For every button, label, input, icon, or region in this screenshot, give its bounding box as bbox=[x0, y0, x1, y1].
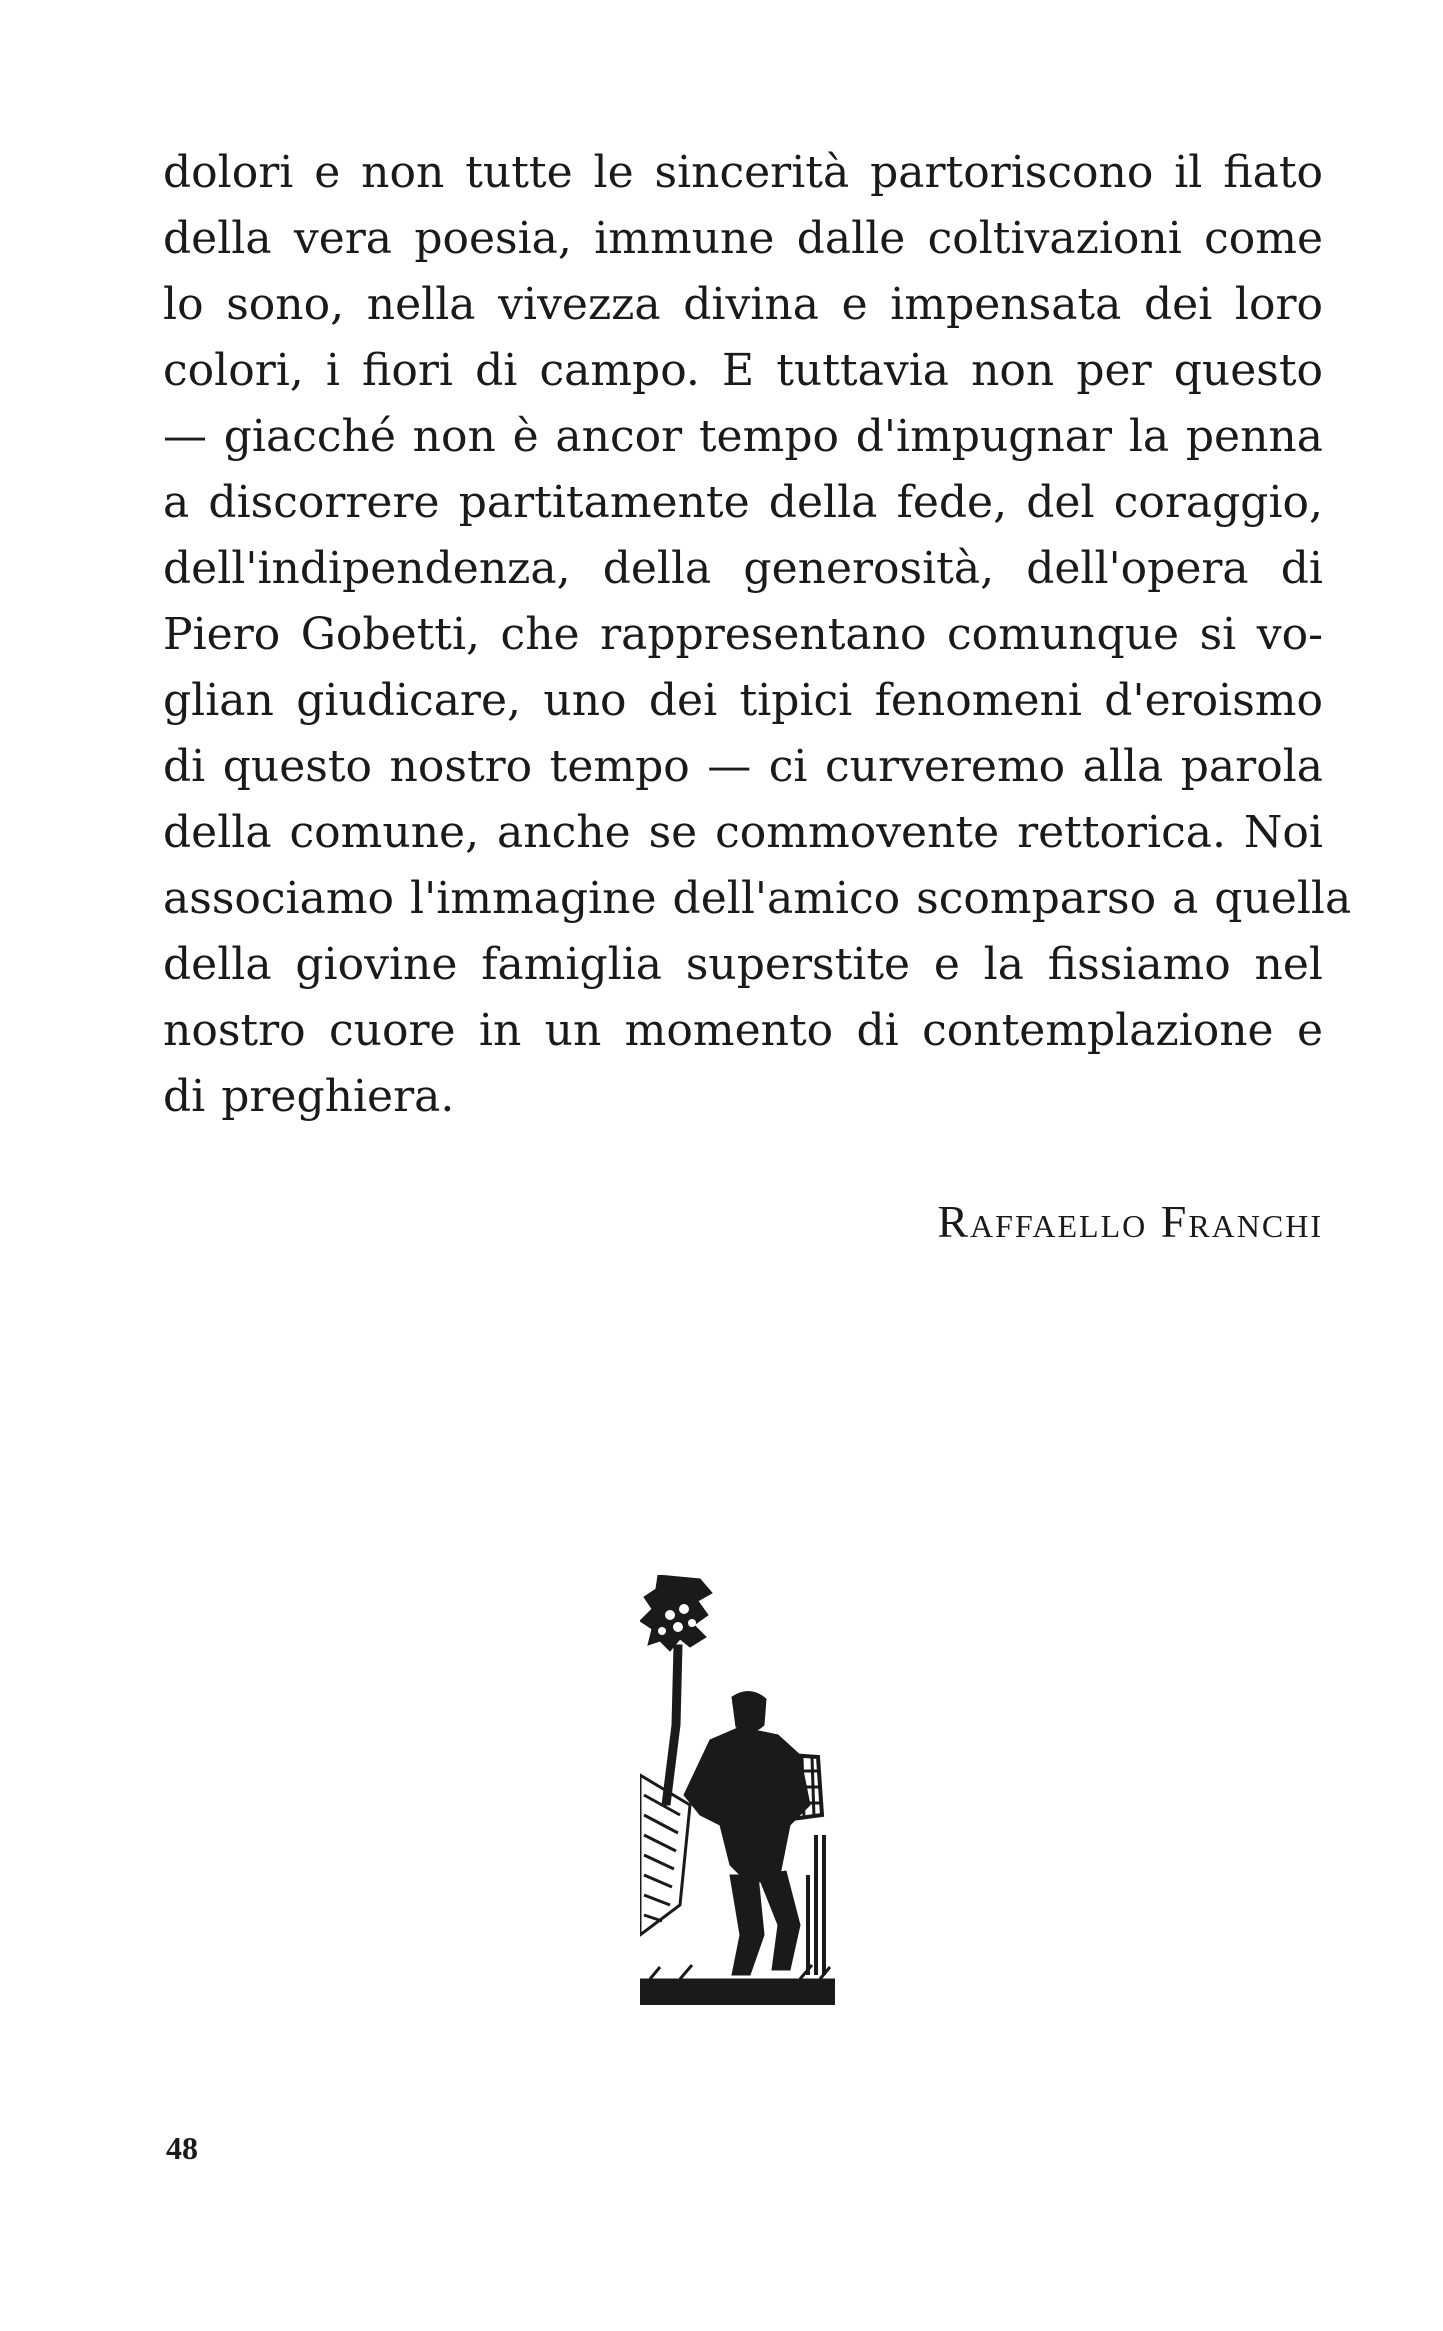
text-line: dell'indipendenza, della generosità, dell'opera di bbox=[163, 543, 1323, 594]
text-line: di preghiera. bbox=[163, 1071, 455, 1122]
text-line: associamo l'immagine dell'amico scomparso a quella bbox=[163, 873, 1352, 924]
text-line: nostro cuore in un momento di contemplazione e bbox=[163, 1005, 1323, 1056]
text-line: Piero Gobetti, che rappresentano comunque si vo- bbox=[163, 609, 1323, 660]
text-line: della giovine famiglia superstite e la fissiamo nel bbox=[163, 939, 1323, 990]
paragraph bbox=[163, 140, 1352, 1130]
text-line: colori, i fiori di campo. E tuttavia non per questo bbox=[163, 345, 1323, 396]
text-line: della comune, anche se commovente rettorica. Noi bbox=[163, 807, 1323, 858]
page-number: 48 bbox=[166, 2130, 198, 2166]
text-line: dolori e non tutte le sincerità partoriscono il fiato bbox=[163, 147, 1323, 198]
text-line: di questo nostro tempo — ci curveremo alla parola bbox=[163, 741, 1323, 792]
text-line: glian giudicare, uno dei tipici fenomeni d'eroismo bbox=[163, 675, 1323, 726]
text-line: — giacché non è ancor tempo d'impugnar la penna bbox=[163, 411, 1323, 462]
woodcut-figure-with-tree-icon bbox=[640, 1575, 835, 2005]
text-line: della vera poesia, immune dalle coltivazioni come bbox=[163, 213, 1323, 264]
author-signature: Raffaello Franchi bbox=[937, 1196, 1323, 1247]
text-line: lo sono, nella vivezza divina e impensata dei loro bbox=[163, 279, 1323, 330]
text-line: a discorrere partitamente della fede, del coraggio, bbox=[163, 477, 1323, 528]
